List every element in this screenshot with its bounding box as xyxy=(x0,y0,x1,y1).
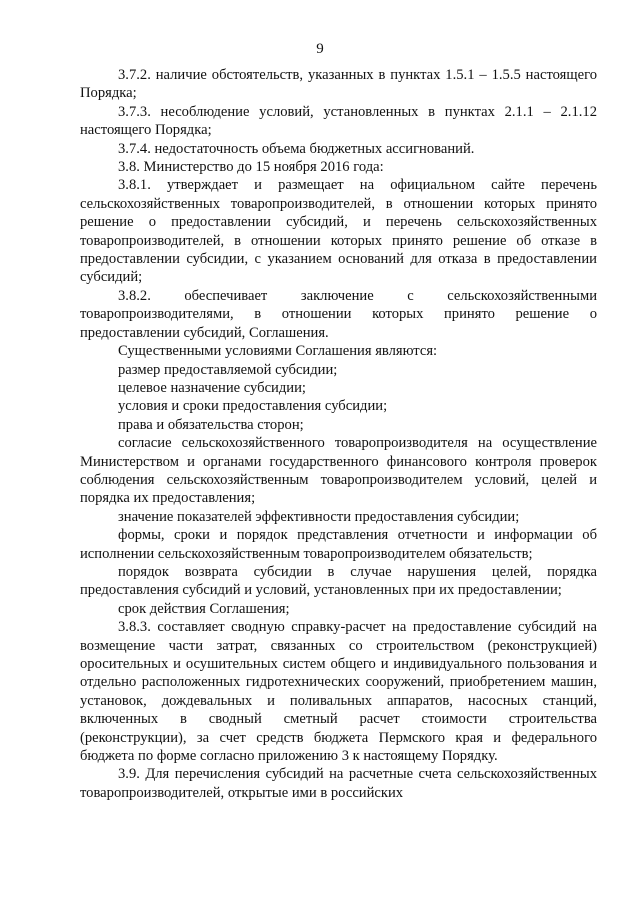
condition-reporting: формы, сроки и порядок представления отчетности и информации об исполнении сельскохозяйственным товаропроизводителем обязательств; xyxy=(80,527,597,562)
paragraph-3-7-3: 3.7.3. несоблюдение условий, установленных в пунктах 2.1.1 – 2.1.12 настоящего Порядка; xyxy=(80,103,597,139)
agreement-conditions-heading: Существенными условиями Соглашения являются: xyxy=(118,343,438,360)
paragraph-3-7-2: 3.7.2. наличие обстоятельств, указанных в пунктах 1.5.1 – 1.5.5 настоящего Порядка; xyxy=(80,67,597,102)
document-body xyxy=(80,66,597,802)
paragraph-3-9: 3.9. Для перечисления субсидий на расчетные счета сельскохозяйственных товаропроизводителей, открытые ими в российских xyxy=(80,766,597,801)
condition-subsidy-amount: размер предоставляемой субсидии; xyxy=(118,361,338,378)
condition-efficiency: значение показателей эффективности предоставления субсидии; xyxy=(118,508,520,525)
condition-rights: права и обязательства сторон; xyxy=(118,416,304,433)
condition-refund: порядок возврата субсидии в случае нарушения целей, порядка предоставления субсидий и условий, установленных при их предоставлении; xyxy=(80,563,597,599)
paragraph-3-8-3: 3.8.3. составляет сводную справку-расчет на предоставление субсидий на возмещение части затрат, связанных со строительством (реконструкцией) оросительных и осушительных систем общего и индивидуального пользования и отдельно расположенных гидротехнических сооружений, приобретением машин, установок, дождевальных и поливальных аппаратов, насосных станций, включенных в сводный сметный расчет стоимости строительства (реконструкции), за счет средств бюджета Пермского края и федерального бюджета по форме согласно приложению 3 к настоящему Порядку. xyxy=(80,619,597,765)
condition-audit-consent: согласие сельскохозяйственного товаропроизводителя на осуществление Министерством и органами государственного финансового контроля проверок соблюдения сельскохозяйственным товаропроизводителем условий, целей и порядка их предоставления; xyxy=(80,435,597,507)
condition-term: срок действия Соглашения; xyxy=(118,600,290,617)
paragraph-3-8-2: 3.8.2. обеспечивает заключение с сельскохозяйственными товаропроизводителями, в отношении которых принято решение о предоставлении субсидий, Соглашения. xyxy=(80,287,597,341)
paragraph-3-8-1: 3.8.1. утверждает и размещает на официальном сайте перечень сельскохозяйственных товаропроизводителей, в отношении которых принято решение о предоставлении субсидий, и перечень сельскохозяйственных товаропроизводителей, в отношении которых принято решение об отказе в предоставлении субсидии, с указанием оснований для отказа в предоставлении субсидий; xyxy=(80,177,597,286)
paragraph-3-7-4: 3.7.4. недостаточность объема бюджетных ассигнований. xyxy=(118,140,475,157)
paragraph-3-8: 3.8. Министерство до 15 ноября 2016 года: xyxy=(118,159,384,176)
condition-terms: условия и сроки предоставления субсидии; xyxy=(118,398,388,415)
page-number: 9 xyxy=(316,41,324,57)
condition-purpose: целевое назначение субсидии; xyxy=(118,379,306,396)
